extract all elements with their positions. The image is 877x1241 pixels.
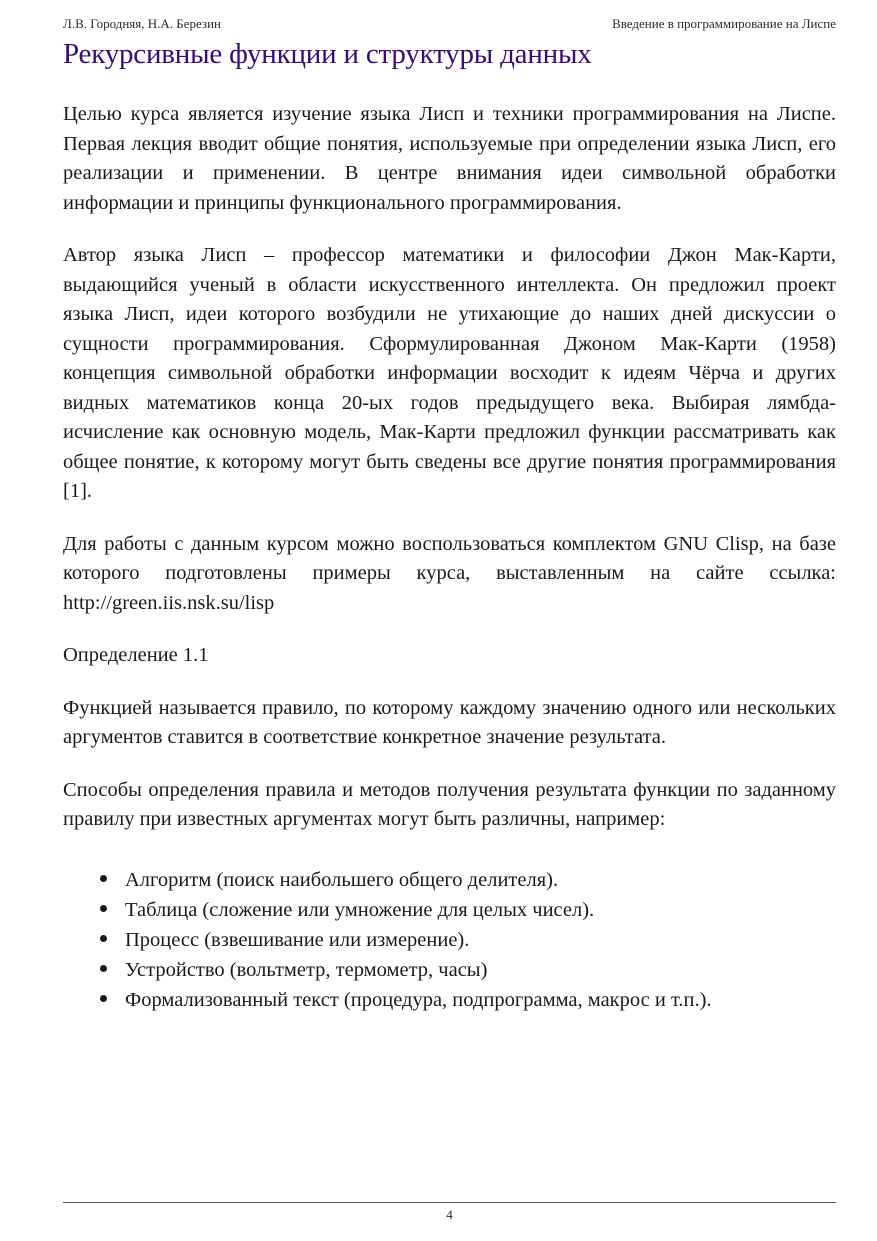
list-item-text: Формализованный текст (процедура, подпрограмма, макрос и т.п.). bbox=[125, 988, 712, 1011]
paragraph-methods: Способы определения правила и методов получения результата функции по заданному правилу при известных аргументах могут быть различны, например: bbox=[63, 778, 836, 830]
list-item-text: Алгоритм (поиск наибольшего общего делителя). bbox=[125, 868, 559, 891]
header-authors: Л.В. Городняя, Н.А. Березин bbox=[63, 16, 222, 31]
body-text bbox=[63, 100, 836, 1015]
list-item bbox=[125, 925, 836, 955]
paragraph-lisp-author: Автор языка Лисп – профессор математики и философии Джон Мак-Карти, выдающийся ученый в области искусственного интеллекта. Он предложил проект языка Лисп, идеи которого возбудили не утихающие до наших дней дискуссии о сущности программирования. Сформулированная Джоном Мак-Карти (1958) концепция символьной обработки информации восходит к идеям Чёрча и других видных математиков конца 20-ых годов предыдущего века. Выбирая лямбда-исчисление как основную модель, Мак-Карти предложил функции рассматривать как общее понятие, к которому могут быть сведены все другие понятия программирования [1]. bbox=[63, 244, 836, 502]
list-item-text: Таблица (сложение или умножение для целых чисел). bbox=[125, 898, 595, 921]
list-item bbox=[125, 895, 836, 925]
definition-heading: Определение 1.1 bbox=[63, 644, 209, 666]
bullet-icon bbox=[100, 875, 107, 882]
section-title: Рекурсивные функции и структуры данных bbox=[63, 38, 592, 70]
list-item bbox=[125, 865, 836, 895]
bullet-icon bbox=[100, 965, 107, 972]
list-item bbox=[125, 985, 836, 1015]
bullet-list bbox=[63, 865, 836, 1015]
paragraph-gnu-clisp: Для работы с данным курсом можно воспользоваться комплектом GNU Clisp, на базе которого подготовлены примеры курса, выставленным на сайте ссылка: http://green.iis.nsk.su/lisp bbox=[63, 532, 836, 614]
bullet-icon bbox=[100, 995, 107, 1002]
bullet-icon bbox=[100, 935, 107, 942]
paragraph-course-goal: Целью курса является изучение языка Лисп и техники программирования на Лиспе. Первая лекция вводит общие понятия, используемые при определении языка Лисп, его реализации и применении. В центре внимания идеи символьной обработки информации и принципы функционального программирования. bbox=[63, 103, 836, 214]
list-item-text: Устройство (вольтметр, термометр, часы) bbox=[125, 958, 488, 981]
paragraph-function-definition: Функцией называется правило, по которому каждому значению одного или нескольких аргументов ставится в соответствие конкретное значение результата. bbox=[63, 696, 836, 748]
page-number: 4 bbox=[446, 1207, 453, 1222]
list-item-text: Процесс (взвешивание или измерение). bbox=[125, 928, 470, 951]
header-book-title: Введение в программирование на Лиспе bbox=[612, 16, 836, 31]
list-item bbox=[125, 955, 836, 985]
bullet-icon bbox=[100, 905, 107, 912]
footer-rule bbox=[63, 1202, 836, 1203]
